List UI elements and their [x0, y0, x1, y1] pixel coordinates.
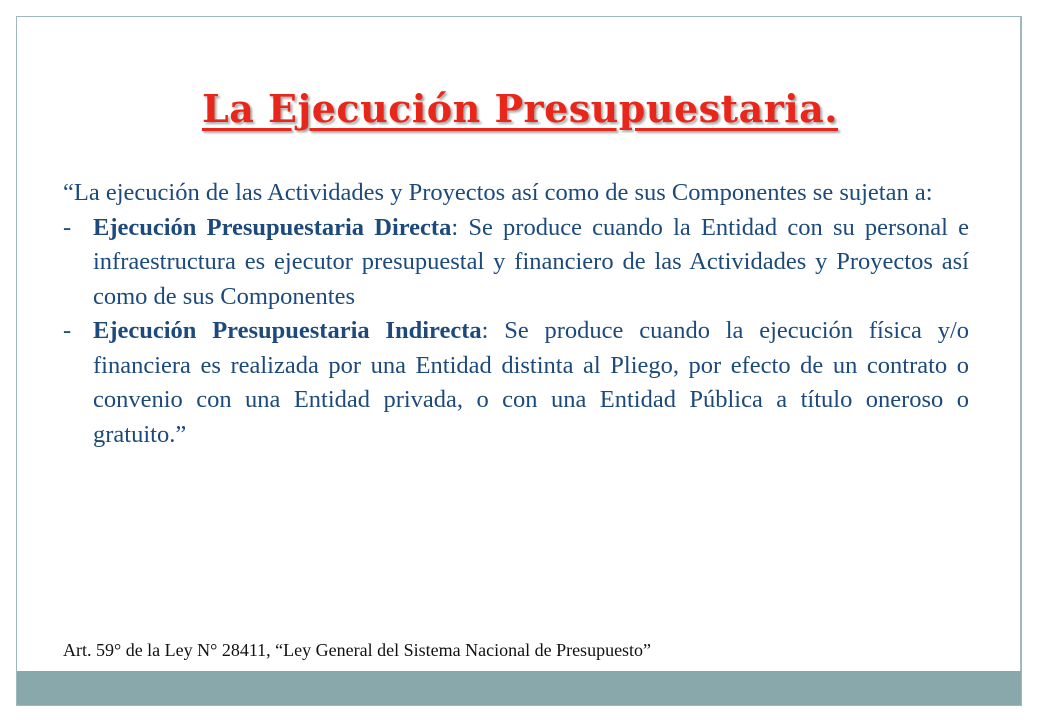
- footer-bar: [17, 671, 1021, 705]
- bullet-description: : Se produce cuando la Entidad con su personal e infraestructura es ejecutor presupuestal y financiero de las Actividades y Proyectos así como de sus Componentes: [93, 213, 969, 310]
- bullet-indirect-execution: [63, 314, 969, 452]
- bullet-direct-execution: [63, 211, 969, 315]
- slide-body: [63, 176, 969, 452]
- bullet-dash: -: [63, 213, 72, 241]
- intro-paragraph: “La ejecución de las Actividades y Proyectos así como de sus Componentes se sujetan a:: [63, 179, 933, 206]
- legal-citation: Art. 59° de la Ley N° 28411, “Ley General del Sistema Nacional de Presupuesto”: [63, 640, 652, 660]
- bullet-dash: -: [63, 317, 72, 344]
- bullet-term: Ejecución Presupuestaria Directa: [93, 213, 452, 241]
- bullet-term: Ejecución Presupuestaria Indirecta: [93, 317, 482, 344]
- slide-title: La Ejecución Presupuestaria.: [201, 86, 839, 131]
- bullet-description: : Se produce cuando la ejecución física y/o financiera es realizada por una Entidad distinta al Pliego, por efecto de un contrato o convenio con una Entidad privada, o con una Entidad Pública a título oneroso o gratuito.”: [93, 317, 969, 448]
